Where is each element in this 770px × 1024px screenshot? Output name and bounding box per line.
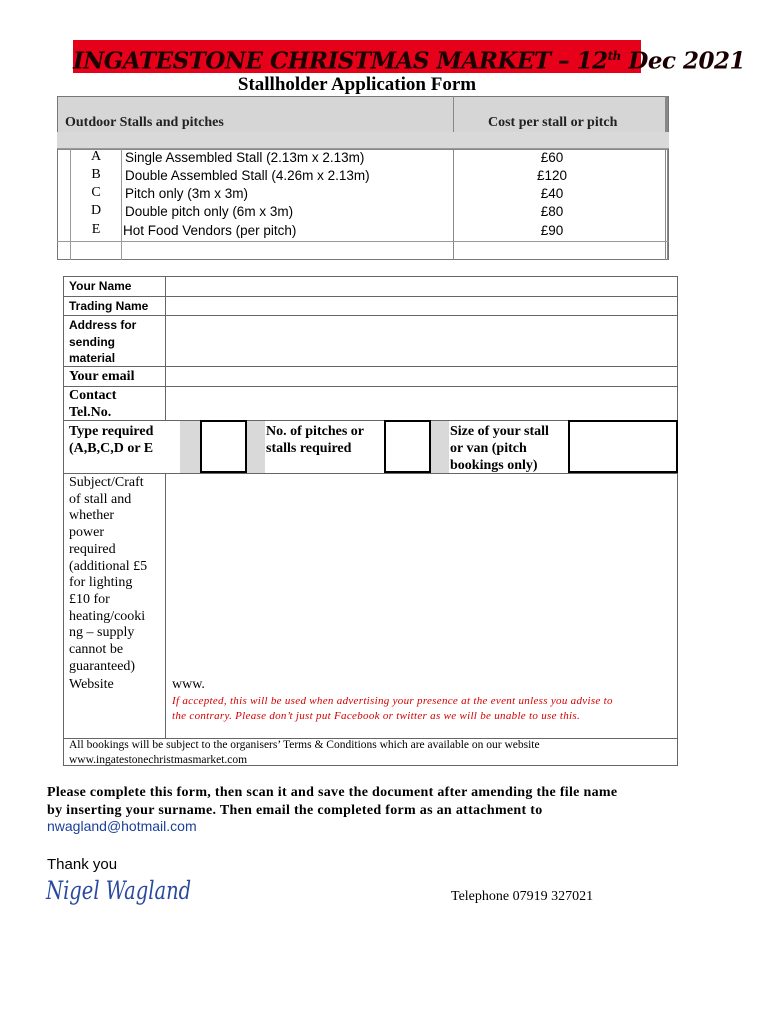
- stall-cost: £60: [540, 150, 564, 165]
- label-subject-craft: Subject/Craft of stall and whether power required (additional £5 for lighting £10 for heating/cooki ng – supply cannot be guaranteed): [69, 475, 148, 674]
- thank-you: Thank you: [47, 856, 118, 873]
- stall-cost: £120: [536, 168, 568, 183]
- stall-letter: E: [91, 222, 101, 237]
- terms-note: All bookings will be subject to the organisers’ Terms & Conditions which are available on our website www.ingatestonechristmasmarket.com: [69, 739, 540, 766]
- stall-description: Hot Food Vendors (per pitch): [123, 223, 297, 238]
- stall-cost: £90: [540, 223, 564, 238]
- label-email: Your email: [69, 369, 135, 384]
- label-address: Address for sending material: [69, 318, 137, 365]
- your-name-field[interactable]: [167, 278, 676, 295]
- subject-craft-field[interactable]: [167, 475, 676, 675]
- stall-letter: C: [91, 185, 101, 200]
- website-note: If accepted, this will be used when advertising your presence at the event unless you advise to the contrary. Please don’t just put Facebook or twitter as we will be unable to use this.: [172, 695, 613, 722]
- pitches-required-box[interactable]: [384, 420, 431, 473]
- stall-description: Double pitch only (6m x 3m): [125, 204, 294, 219]
- label-website: Website: [69, 677, 114, 692]
- stall-letter: A: [90, 149, 102, 164]
- signature: Nigel Wagland: [46, 876, 192, 905]
- contact-tel-field[interactable]: [167, 388, 676, 419]
- col-header-cost: Cost per stall or pitch: [488, 115, 618, 130]
- label-contact-tel: Contact Tel.No.: [69, 388, 117, 420]
- form-subtitle: Stallholder Application Form: [237, 74, 477, 95]
- stall-cost: £80: [540, 204, 564, 219]
- website-field[interactable]: www.: [172, 677, 205, 692]
- stall-description: Single Assembled Stall (2.13m x 2.13m): [125, 150, 365, 165]
- stall-size-box[interactable]: [568, 420, 678, 473]
- stall-cost: £40: [540, 186, 564, 201]
- stall-letter: B: [91, 167, 101, 182]
- label-type-required: Type required (A,B,C,D or E: [69, 424, 154, 456]
- telephone: Telephone 07919 327021: [451, 889, 594, 904]
- contact-email-link[interactable]: nwagland@hotmail.com: [47, 818, 197, 834]
- label-trading-name: Trading Name: [69, 299, 149, 313]
- trading-name-field[interactable]: [167, 298, 676, 314]
- label-stall-size: Size of your stall or van (pitch bookings only): [450, 424, 549, 473]
- price-table: [57, 96, 669, 260]
- stall-description: Pitch only (3m x 3m): [125, 186, 249, 201]
- stall-description: Double Assembled Stall (4.26m x 2.13m): [125, 168, 370, 183]
- label-your-name: Your Name: [69, 279, 132, 293]
- email-field[interactable]: [167, 368, 676, 385]
- instructions: Please complete this form, then scan it and save the document after amending the file name by inserting your surname. Then email the completed form as an attachment to: [47, 785, 618, 818]
- label-pitches-required: No. of pitches or stalls required: [266, 424, 364, 456]
- type-required-box[interactable]: [200, 420, 247, 473]
- stall-letter: D: [90, 203, 102, 218]
- page-title: INGATESTONE CHRISTMAS MARKET – 12th Dec 2021: [73, 47, 746, 75]
- col-header-stalls: Outdoor Stalls and pitches: [65, 115, 224, 130]
- address-field[interactable]: [167, 317, 676, 365]
